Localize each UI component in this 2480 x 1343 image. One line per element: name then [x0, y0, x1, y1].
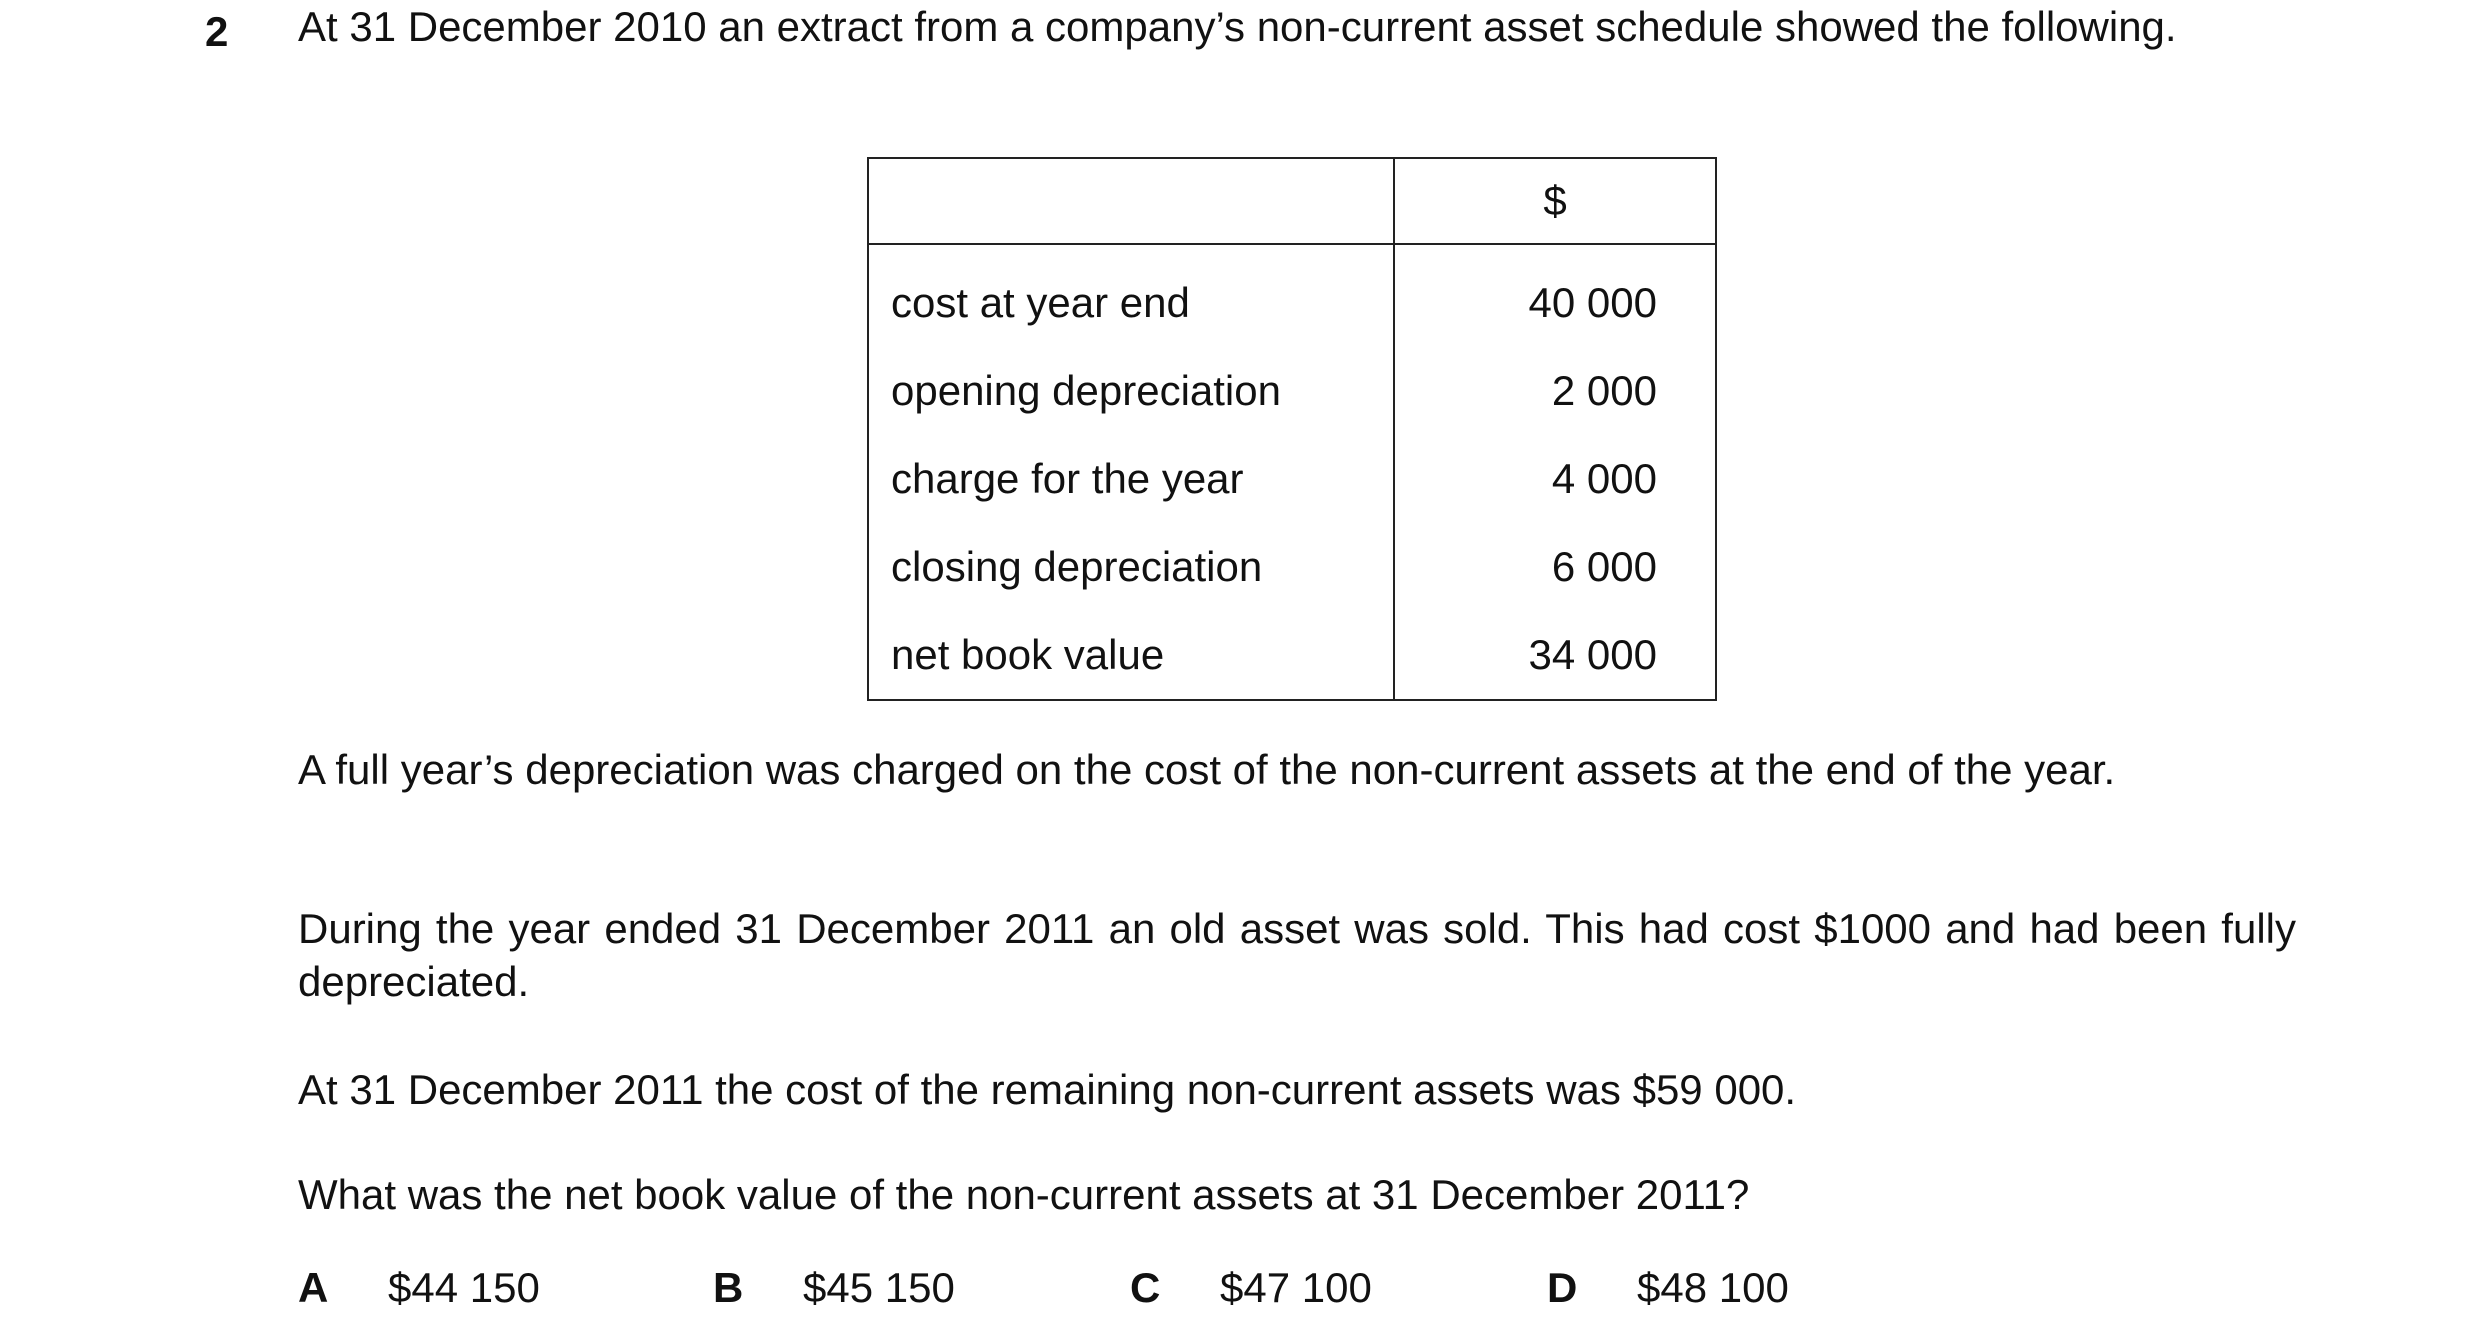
table-row [868, 244, 1716, 347]
paragraph-full-year-depreciation: A full year’s depreciation was charged on the cost of the non-current assets at the end of the year. [298, 746, 2116, 793]
row-label: charge for the year [868, 435, 1394, 523]
row-label: cost at year end [868, 244, 1394, 347]
row-value: 2 000 [1394, 347, 1716, 435]
option-amount: $45 150 [803, 1264, 955, 1311]
table-row [868, 523, 1716, 611]
option-amount: $47 100 [1220, 1264, 1372, 1311]
option-letter: A [298, 1264, 329, 1311]
table-header-label-cell [868, 158, 1394, 244]
paragraph-asset-sold: During the year ended 31 December 2011 an old asset was sold. This had cost $1000 and had been fully depreciated. [298, 905, 2296, 1005]
row-value: 40 000 [1394, 244, 1716, 347]
asset-schedule-table [867, 157, 1717, 701]
question-number: 2 [205, 8, 229, 55]
table-row [868, 611, 1716, 700]
question-prompt: What was the net book value of the non-current assets at 31 December 2011? [298, 1171, 1750, 1218]
paragraph-remaining-cost: At 31 December 2011 the cost of the remaining non-current assets was $59 000. [298, 1066, 1797, 1113]
row-label: opening depreciation [868, 347, 1394, 435]
table-row [868, 435, 1716, 523]
row-value: 4 000 [1394, 435, 1716, 523]
row-value: 6 000 [1394, 523, 1716, 611]
row-label: closing depreciation [868, 523, 1394, 611]
option-amount: $48 100 [1637, 1264, 1789, 1311]
option-letter: D [1547, 1264, 1578, 1311]
row-label: net book value [868, 611, 1394, 700]
option-letter: C [1130, 1264, 1161, 1311]
table-row [868, 347, 1716, 435]
question-intro: At 31 December 2010 an extract from a company’s non-current asset schedule showed the following. [298, 3, 2177, 50]
table-header-currency: $ [1394, 158, 1716, 244]
option-letter: B [713, 1264, 744, 1311]
table-header-row [868, 158, 1716, 244]
option-amount: $44 150 [388, 1264, 540, 1311]
row-value: 34 000 [1394, 611, 1716, 700]
